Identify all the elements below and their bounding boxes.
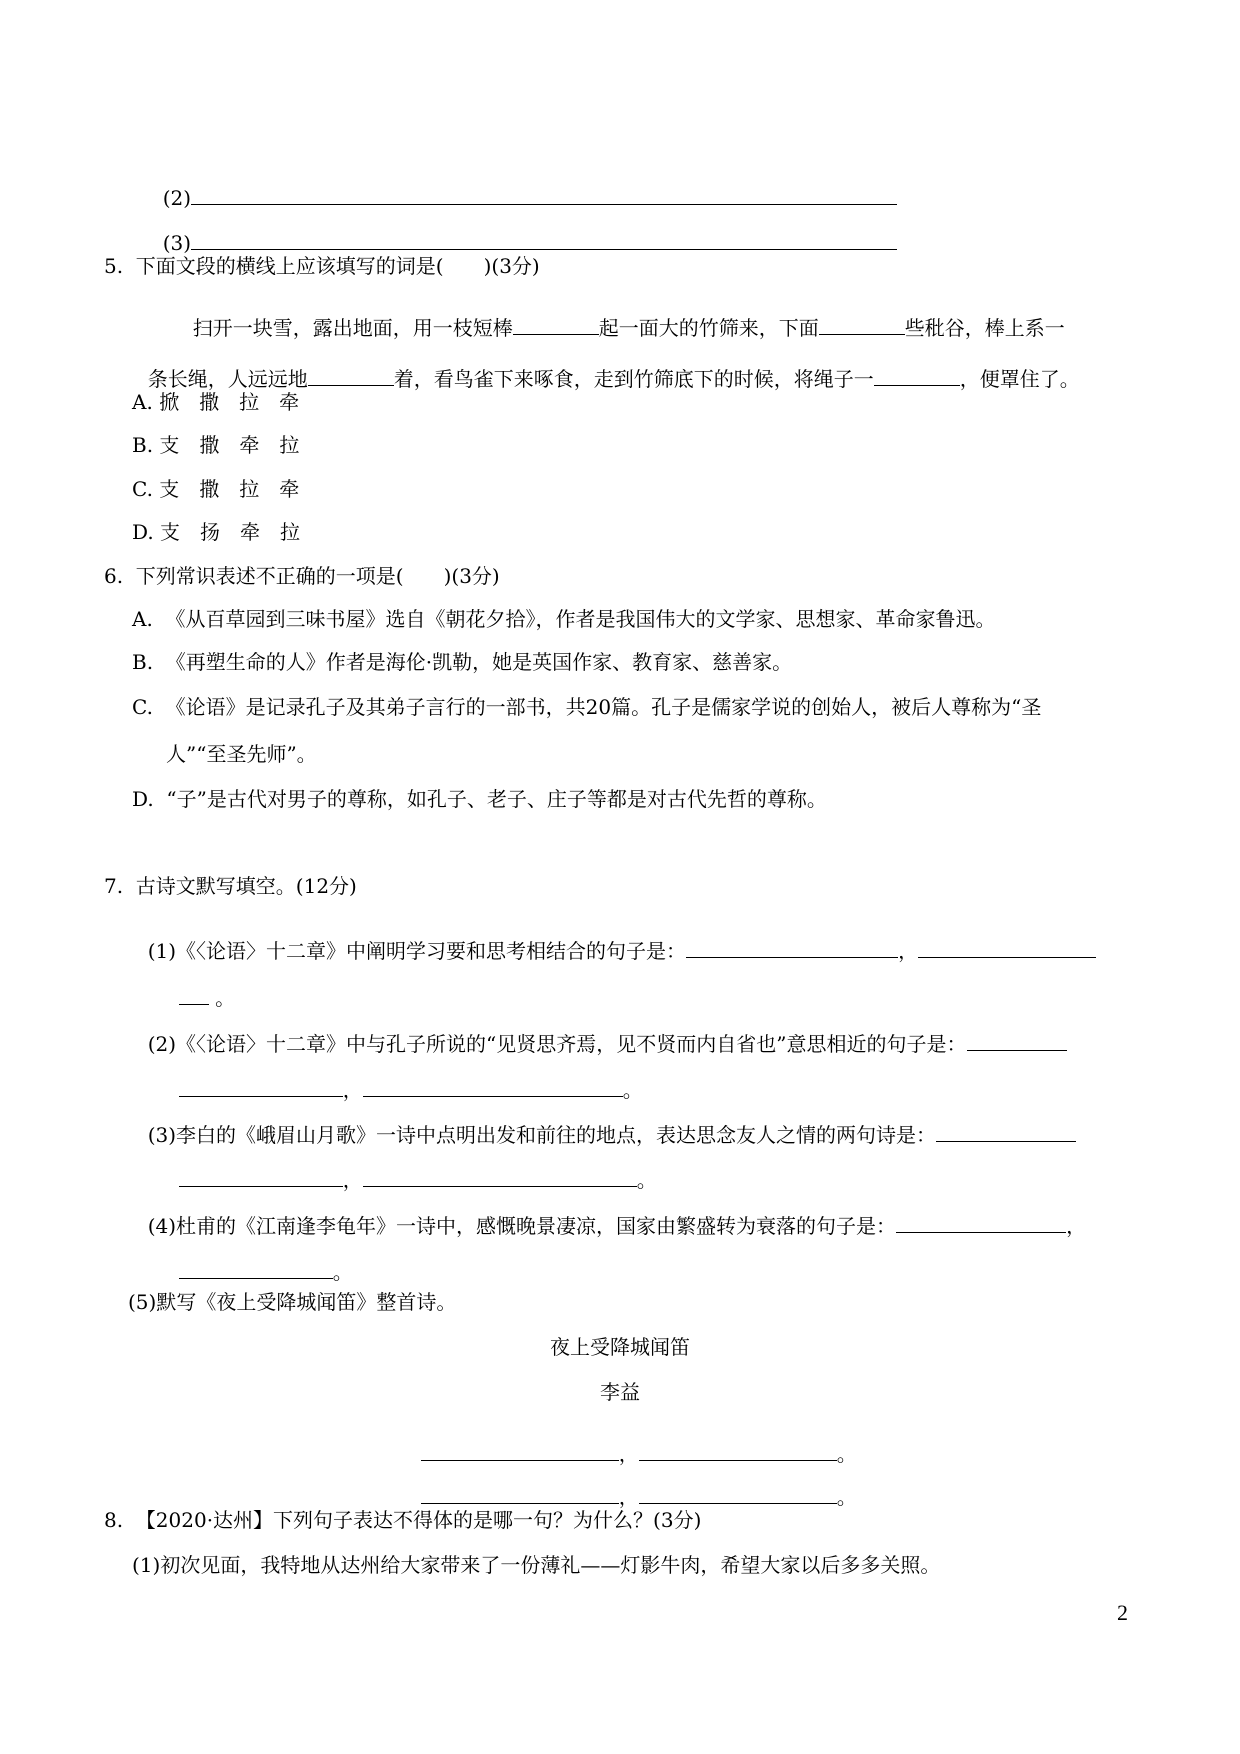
punctuation: ，: [342, 1078, 363, 1102]
page-number: 2: [1117, 1600, 1128, 1625]
question-7-sub-2: [135, 1014, 1067, 1054]
answer-blank[interactable]: [179, 1003, 209, 1005]
answer-blank[interactable]: [363, 1185, 637, 1187]
punctuation: 。: [636, 1168, 657, 1192]
answer-blank[interactable]: [896, 1231, 1066, 1233]
question-6-stem: 6. 下列常识表述不正确的一项是( )(3分): [104, 564, 500, 588]
answer-blank[interactable]: [363, 1095, 623, 1097]
question-5-option-a[interactable]: A. 掀 撒 拉 牵: [132, 390, 300, 414]
answer-blank[interactable]: [918, 956, 1096, 958]
question-7-sub-3-cont: [166, 1150, 657, 1190]
question-6-option-b[interactable]: B. 《再塑生命的人》作者是海伦·凯勒，她是英国作家、教育家、慈善家。: [132, 650, 793, 674]
question-7-sub-3: [135, 1105, 1076, 1145]
question-8-stem: 8. 【2020·达州】下列句子表达不得体的是哪一句？为什么？(3分): [104, 1508, 702, 1532]
question-8-sub-1: (1)初次见面，我特地从达州给大家带来了一份薄礼——灯影牛肉，希望大家以后多多关照。: [132, 1553, 941, 1577]
passage-text: 条长绳，人远远地: [147, 367, 308, 391]
punctuation: ，: [898, 939, 919, 963]
passage-blank-2[interactable]: [819, 333, 905, 335]
answer-blank[interactable]: [639, 1502, 837, 1504]
answer-blank[interactable]: [179, 1095, 343, 1097]
answer-blank[interactable]: [967, 1049, 1067, 1051]
question-7-sub-1: [135, 921, 1096, 961]
answer-blank[interactable]: [179, 1277, 333, 1279]
question-7-sub-2-cont: [166, 1060, 643, 1100]
answer-blank[interactable]: [639, 1459, 837, 1461]
question-7-sub-4-cont: [166, 1242, 353, 1282]
answer-blank[interactable]: [936, 1140, 1076, 1142]
passage-text: ，便罩住了。: [959, 367, 1080, 391]
poem-line-2: [408, 1467, 857, 1507]
answer-blank[interactable]: [191, 248, 897, 250]
question-5-option-b[interactable]: B. 支 撒 牵 拉: [132, 433, 300, 457]
answer-line-3: [150, 213, 897, 253]
answer-blank[interactable]: [421, 1459, 619, 1461]
punctuation: ，: [1066, 1214, 1087, 1238]
sub-question-text: (1)《〈论语〉十二章》中阐明学习要和思考相结合的句子是：: [147, 939, 687, 963]
passage-text: 着，看鸟雀下来啄食，走到竹筛底下的时候，将绳子一: [393, 367, 874, 391]
sub-question-text: (2)《〈论语〉十二章》中与孔子所说的“见贤思齐焉，见不贤而内自省也”意思相近的句子是：: [147, 1032, 967, 1056]
question-5-option-d[interactable]: D. 支 扬 牵 拉: [132, 520, 301, 544]
answer-line-label: (3): [162, 231, 192, 255]
passage-text: 起一面大的竹筛来，下面: [598, 316, 819, 340]
question-5-passage-line-1: [180, 298, 1065, 338]
question-6-option-a[interactable]: A. 《从百草园到三味书屋》选自《朝花夕拾》，作者是我国伟大的文学家、思想家、革命家鲁迅。: [132, 607, 996, 631]
answer-line-label: (2): [162, 186, 192, 210]
poem-line-1: [408, 1424, 857, 1464]
answer-blank[interactable]: [686, 956, 898, 958]
poem-author: 李益: [600, 1380, 640, 1404]
question-7-sub-4: [135, 1196, 1086, 1236]
poem-title: 夜上受降城闻笛: [550, 1335, 690, 1359]
question-5-option-c[interactable]: C. 支 撒 拉 牵: [132, 477, 300, 501]
passage-text: 扫开一块雪，露出地面，用一枝短棒: [192, 316, 513, 340]
passage-blank-1[interactable]: [513, 333, 599, 335]
answer-blank[interactable]: [191, 203, 897, 205]
punctuation: ，: [618, 1442, 639, 1466]
question-7-sub-1-cont: [166, 968, 235, 1008]
punctuation: 。: [332, 1260, 353, 1284]
question-6-option-c[interactable]: C. 《论语》是记录孔子及其弟子言行的一部书，共20篇。孔子是儒家学说的创始人，被后人尊称为“圣: [132, 695, 1042, 719]
answer-blank[interactable]: [179, 1185, 343, 1187]
question-6-option-c-cont: 人”“至圣先师”。: [166, 742, 317, 766]
question-5-passage-line-2: [135, 349, 1080, 389]
question-6-option-d[interactable]: D. “子”是古代对男子的尊称，如孔子、老子、庄子等都是对古代先哲的尊称。: [132, 787, 827, 811]
question-7-sub-5: (5)默写《夜上受降城闻笛》整首诗。: [128, 1290, 457, 1314]
punctuation: 。: [215, 986, 236, 1010]
answer-blank[interactable]: [421, 1502, 619, 1504]
question-5-stem: 5. 下面文段的横线上应该填写的词是( )(3分): [104, 254, 540, 278]
punctuation: ，: [618, 1485, 639, 1509]
answer-line-2: [150, 168, 897, 208]
passage-blank-3[interactable]: [308, 384, 394, 386]
punctuation: 。: [836, 1442, 857, 1466]
punctuation: 。: [622, 1078, 643, 1102]
punctuation: 。: [836, 1485, 857, 1509]
passage-text: 些秕谷，棒上系一: [904, 316, 1065, 340]
question-7-stem: 7. 古诗文默写填空。(12分): [104, 874, 357, 898]
sub-question-text: (3)李白的《峨眉山月歌》一诗中点明出发和前往的地点，表达思念友人之情的两句诗是：: [147, 1123, 937, 1147]
punctuation: ，: [342, 1168, 363, 1192]
passage-blank-4[interactable]: [874, 384, 960, 386]
sub-question-text: (4)杜甫的《江南逢李龟年》一诗中，感慨晚景凄凉，国家由繁盛转为衰落的句子是：: [147, 1214, 897, 1238]
